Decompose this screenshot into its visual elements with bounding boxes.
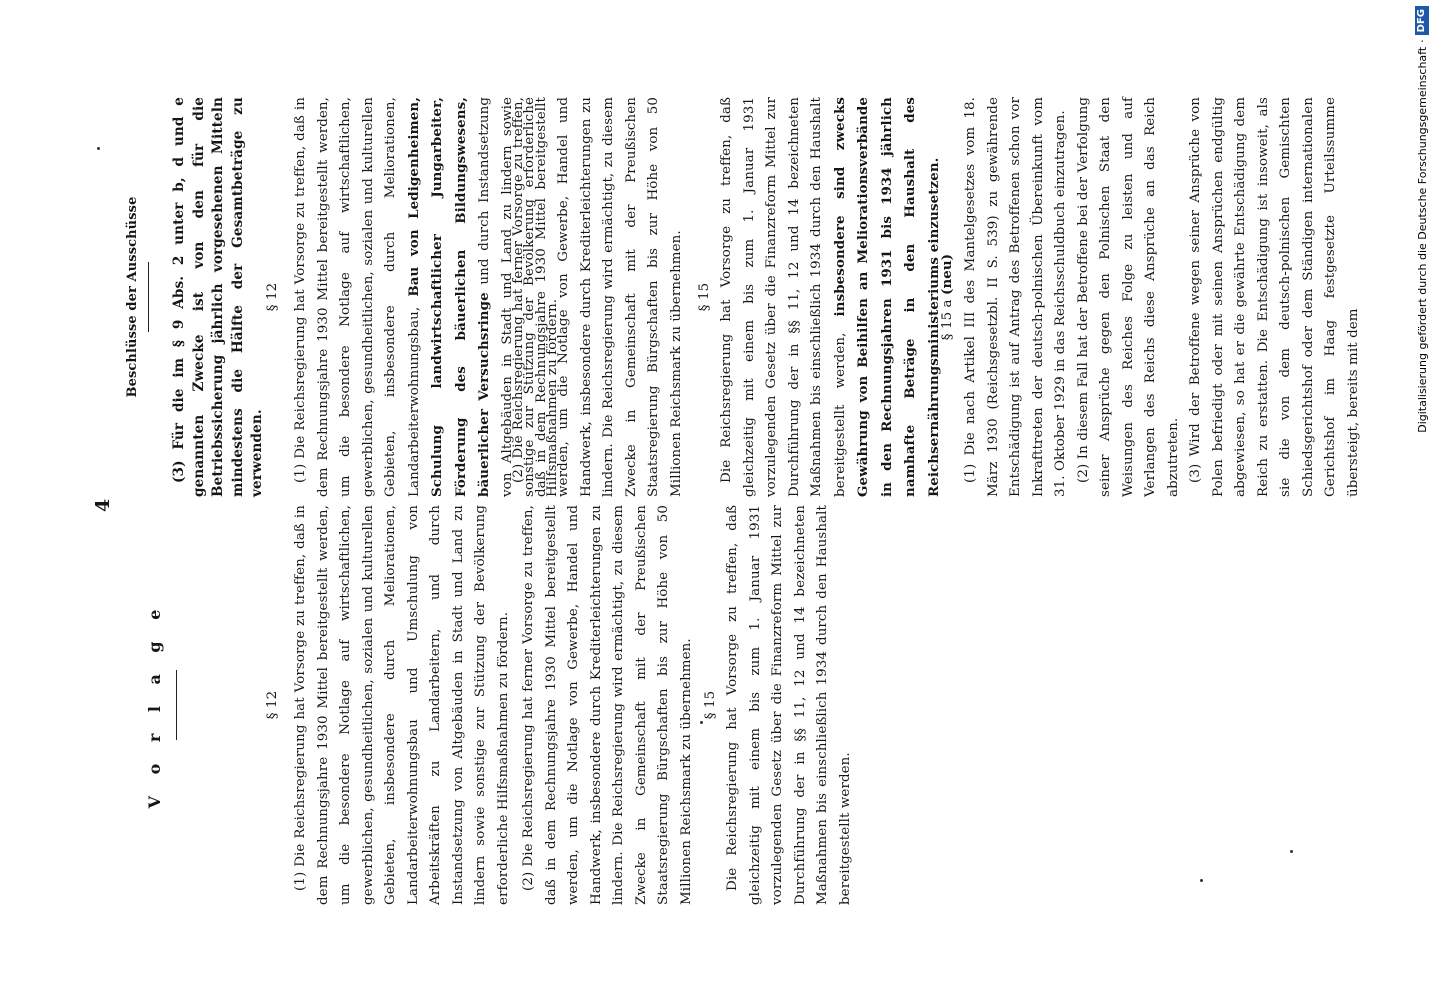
vorlage-heading: V o r l a g e <box>145 601 164 809</box>
beschluesse-column <box>0 97 1434 497</box>
r-section-12-title: § 12 <box>265 282 280 312</box>
section-15-paragraph-1: Die Reichsregierung hat Vorsorge zu treffen, daß gleichzeitig mit einem bis zum 1. Januar 1931 vorzulegenden Gesetz über die Finanzreform Mittel zur Durchführung der in §§ 11, 12 und 14 bezeichneten Maßnahmen bis einschließlich 1934 durch den Haushalt bereitgestellt werden. <box>725 505 853 905</box>
r-section-12-paragraph-1-bold: Bau von Ledigenheimen, Schulung landwirtschaftlicher Jungarbeiter, Förderung des bäuerlichen Bildungswesens, bäuerlicher Versuchsringe <box>405 97 492 497</box>
digitization-credit-text <box>1408 0 1434 1000</box>
credit-text: Digitalisierung gefördert durch die Deutsche Forschungsgemeinschaft <box>1415 46 1429 433</box>
r-section-15a-paragraph-1: (1) Die nach Artikel III des Mantelgesetzes vom 18. März 1930 (Reichsgesetzbl. II S. 539) zu gewährende Entschädigung ist auf Antrag des Betroffenen schon vor Inkrafttreten der deutsch-polnischen Übereinkunft vom 31. Oktober 1929 in das Reichsschuldbuch einzutragen. <box>963 97 1068 497</box>
r-section-12-paragraph-2: (2) Die Reichsregierung hat ferner Vorsorge zu treffen, daß in dem Rechnungsjahre 1930 Mittel bereitgestellt werden, um die Notlage von Gewerbe, Handel und Handwerk, insbesondere durch Krediterleichterungen zu lindern. Die Reichsregierung wird ermächtigt, zu diesem Zwecke in Gemeinschaft mit der Preußischen Staatsregierung Bürgschaften bis zur Höhe von 50 Millionen Reichsmark zu übernehmen. <box>511 97 684 497</box>
heading-rule-right <box>148 262 149 332</box>
scan-speck <box>1290 850 1293 853</box>
credit-separator: · <box>1415 39 1429 43</box>
r-section-15a-title <box>936 97 960 497</box>
vorlage-column <box>0 505 1434 905</box>
dfg-logo[interactable]: DFG <box>1415 6 1429 35</box>
section-12-title: § 12 <box>265 690 280 720</box>
r-section-12-paragraph-1-plain-a: (1) Die Reichsregierung hat Vorsorge zu treffen, daß in dem Rechnungsjahre 1930 Mittel bereitgestellt werden, um die besondere Notlage auf wirtschaftlichen, gewerblichen, gesundheitlichen, sozialen und kulturellen Gebieten, insbesondere durch Meliorationen, Landarbeiterwohnungsbau, <box>293 97 422 497</box>
section-12-paragraph-1: (1) Die Reichsregierung hat Vorsorge zu treffen, daß in dem Rechnungsjahre 1930 Mittel bereitgestellt werden, um die besondere Notlage auf wirtschaftlichen, gewerblichen, gesundheitlichen, sozialen und kulturellen Gebieten, insbesondere durch Meliorationen, Landarbeiterwohnungsbau und Umschulung von Arbeitskräften zu Landarbeitern, und durch Instandsetzung von Altgebäuden in Stadt und Land zu lindern sowie sonstige zur Stützung der Bevölkerung erforderliche Hilfsmaßnahmen zu fördern. <box>293 505 511 905</box>
r-section-15-paragraph-1-plain: Die Reichsregierung hat Vorsorge zu treffen, daß gleichzeitig mit einem bis zum 1. Januar 1931 vorzulegenden Gesetz über die Finanzreform Mittel zur Durchführung der in §§ 11, 12 und 14 bezeichneten Maßnahmen bis einschließlich 1934 durch den Haushalt bereitgestellt werden, <box>719 97 848 497</box>
r-section-15-title: § 15 <box>697 282 712 312</box>
r-section-15a-paragraph-2: (2) In diesem Fall hat der Betroffene bei der Verfolgung seiner Ansprüche gegen den Polnischen Staat den Weisungen des Reiches Folge zu leisten und auf Verlangen des Reichs diese Ansprüche an das Reich abzutreten. <box>1075 97 1181 497</box>
r-section-15-paragraph-1 <box>716 97 946 497</box>
intro-paragraph-block <box>170 97 268 497</box>
scan-speck <box>97 147 100 150</box>
beschluesse-heading: Beschlüsse der Ausschüsse <box>125 196 140 398</box>
r-section-15a-block <box>960 97 1365 497</box>
r-section-15a-title-text: § 15 a <box>940 299 955 341</box>
section-12-block-2 <box>518 505 698 905</box>
r-section-15a-title-suffix: (neu) <box>939 253 955 295</box>
digitization-credit <box>1408 0 1434 1000</box>
section-15-title: § 15 <box>703 690 718 720</box>
heading-rule <box>176 670 177 740</box>
scan-speck <box>1200 879 1203 882</box>
r-section-15-block <box>716 97 946 497</box>
scan-speck <box>700 721 703 724</box>
intro-paragraph-3: (3) Für die im § 9 Abs. 2 unter b, d und e genannten Zwecke ist von den für die Betriebssicherung jährlich vorgesehenen Mitteln mindestens die Hälfte der Gesamtbeträge zu verwenden. <box>171 97 265 497</box>
r-section-15-paragraph-1-bold: insbesondere sind zwecks Gewährung von Beihilfen an Meliorationsverbände in den Rechnungsjahren 1931 bis 1934 jährlich namhafte Beträge in den Haushalt des Reichsernährungsministeriums einzusetzen. <box>831 97 942 497</box>
section-12-block <box>290 505 515 905</box>
r-section-12-block-2 <box>508 97 688 497</box>
page-number: 4 <box>92 498 114 512</box>
r-section-15a-paragraph-3: (3) Wird der Betroffene wegen seiner Ansprüche von Polen befriedigt oder mit seinen Ansprüchen endgültig abgewiesen, so hat er die gewährte Entschädigung dem Reich zu erstatten. Die Entschädigung ist insoweit, als sie die von dem deutsch-polnischen Gemischten Schiedsgerichtshof oder dem Ständigen internationalen Gerichtshof im Haag festgesetzte Urteilssumme übersteigt, bereits mit dem <box>1188 97 1361 497</box>
r-section-12-paragraph-1-plain-b: und durch Instandsetzung von Altgebäuden in Stadt und Land zu lindern sowie sonstige zur Stützung der Bevölkerung erforderliche Hilfsmaßnahmen zu fördern. <box>477 97 560 497</box>
section-12-paragraph-2: (2) Die Reichsregierung hat ferner Vorsorge zu treffen, daß in dem Rechnungsjahre 1930 Mittel bereitgestellt werden, um die Notlage von Gewerbe, Handel und Handwerk, insbesondere durch Krediterleichterungen zu lindern. Die Reichsregierung wird ermächtigt, zu diesem Zwecke in Gemeinschaft mit der Preußischen Staatsregierung Bürgschaften bis zur Höhe von 50 Millionen Reichsmark zu übernehmen. <box>521 505 694 905</box>
section-15-block <box>722 505 857 905</box>
